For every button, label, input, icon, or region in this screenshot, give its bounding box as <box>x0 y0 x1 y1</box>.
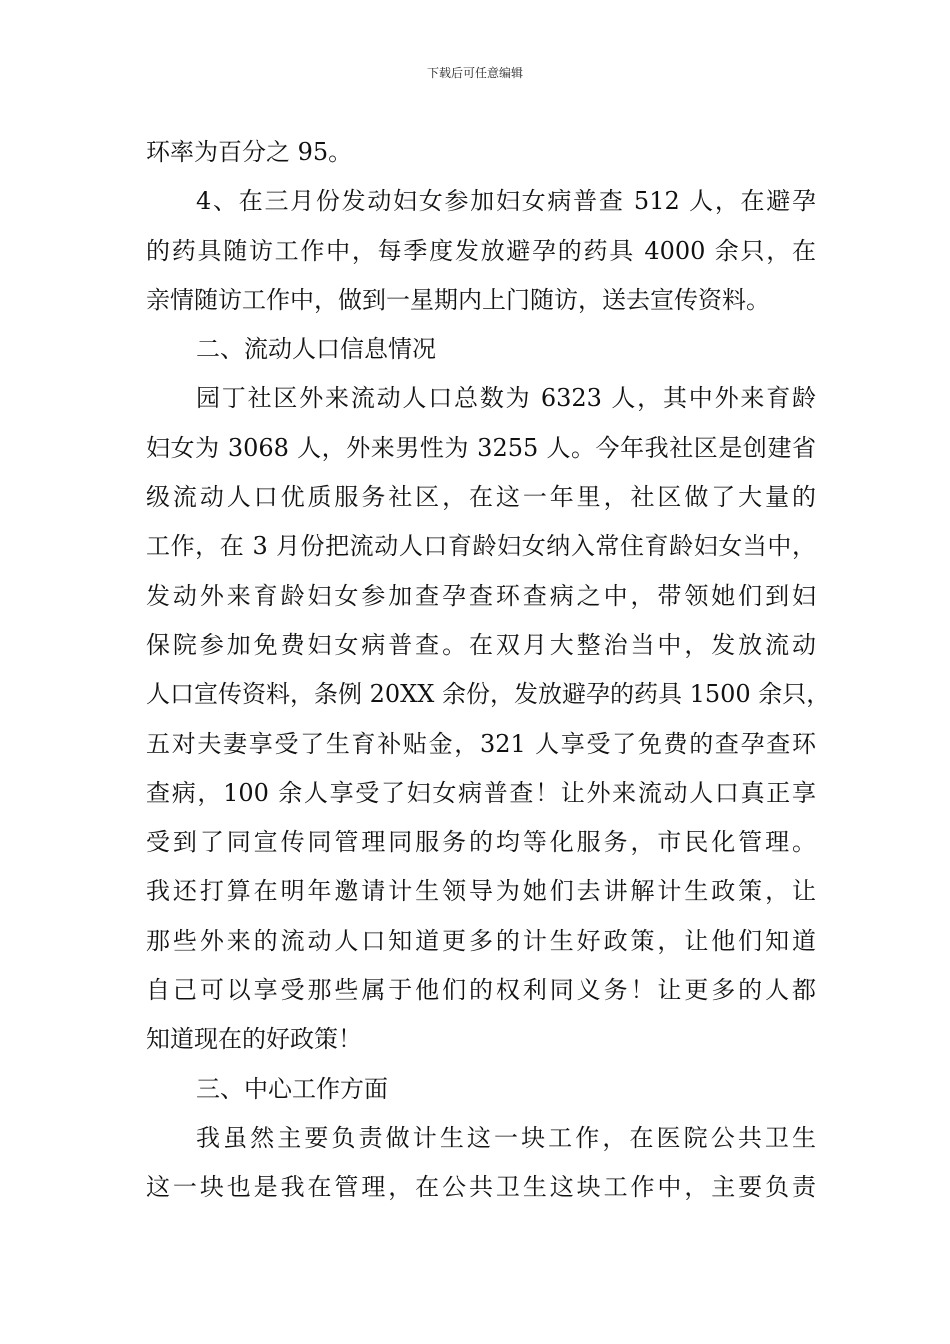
text-line: 我还打算在明年邀请计生领导为她们去讲解计生政策，让 <box>146 877 816 906</box>
paragraph-first-line: 园丁社区外来流动人口总数为 6323 人，其中外来育龄 <box>196 384 816 413</box>
text-line: 级流动人口优质服务社区，在这一年里，社区做了大量的 <box>146 483 816 512</box>
text-line: 查病，100 余人享受了妇女病普查！让外来流动人口真正享 <box>146 778 816 807</box>
text-line: 妇女为 3068 人，外来男性为 3255 人。今年我社区是创建省 <box>146 433 816 462</box>
text-line: 发动外来育龄妇女参加查孕查环查病之中，带领她们到妇 <box>146 581 816 610</box>
paragraph-first-line: 我虽然主要负责做计生这一块工作，在医院公共卫生 <box>196 1123 816 1152</box>
document-body <box>146 128 831 1213</box>
text-line: 人口宣传资料，条例 20XX 余份，发放避孕的药具 1500 余只， <box>146 680 831 709</box>
paragraph-first-line: 4、在三月份发动妇女参加妇女病普查 512 人，在避孕 <box>196 187 816 216</box>
text-line: 亲情随访工作中，做到一星期内上门随访，送去宣传资料。 <box>146 285 770 314</box>
text-line: 五对夫妻享受了生育补贴金，321 人享受了免费的查孕查环 <box>146 729 816 758</box>
text-line: 这一块也是我在管理，在公共卫生这块工作中，主要负责 <box>146 1173 816 1202</box>
page-header-note: 下载后可任意编辑 <box>426 66 523 80</box>
text-line: 知道现在的好政策！ <box>146 1025 362 1054</box>
section-heading: 二、流动人口信息情况 <box>196 335 436 364</box>
text-line: 受到了同宣传同管理同服务的均等化服务，市民化管理。 <box>146 828 816 857</box>
text-line: 保院参加免费妇女病普查。在双月大整治当中，发放流动 <box>146 630 816 659</box>
text-line: 工作，在 3 月份把流动人口育龄妇女纳入常住育龄妇女当中， <box>146 532 816 561</box>
text-line: 那些外来的流动人口知道更多的计生好政策，让他们知道 <box>146 926 816 955</box>
text-line: 自己可以享受那些属于他们的权利同义务！让更多的人都 <box>146 976 816 1005</box>
section-heading: 三、中心工作方面 <box>196 1074 388 1103</box>
text-line: 的药具随访工作中，每季度发放避孕的药具 4000 余只，在 <box>146 236 816 265</box>
text-line: 环率为百分之 95。 <box>146 138 353 166</box>
